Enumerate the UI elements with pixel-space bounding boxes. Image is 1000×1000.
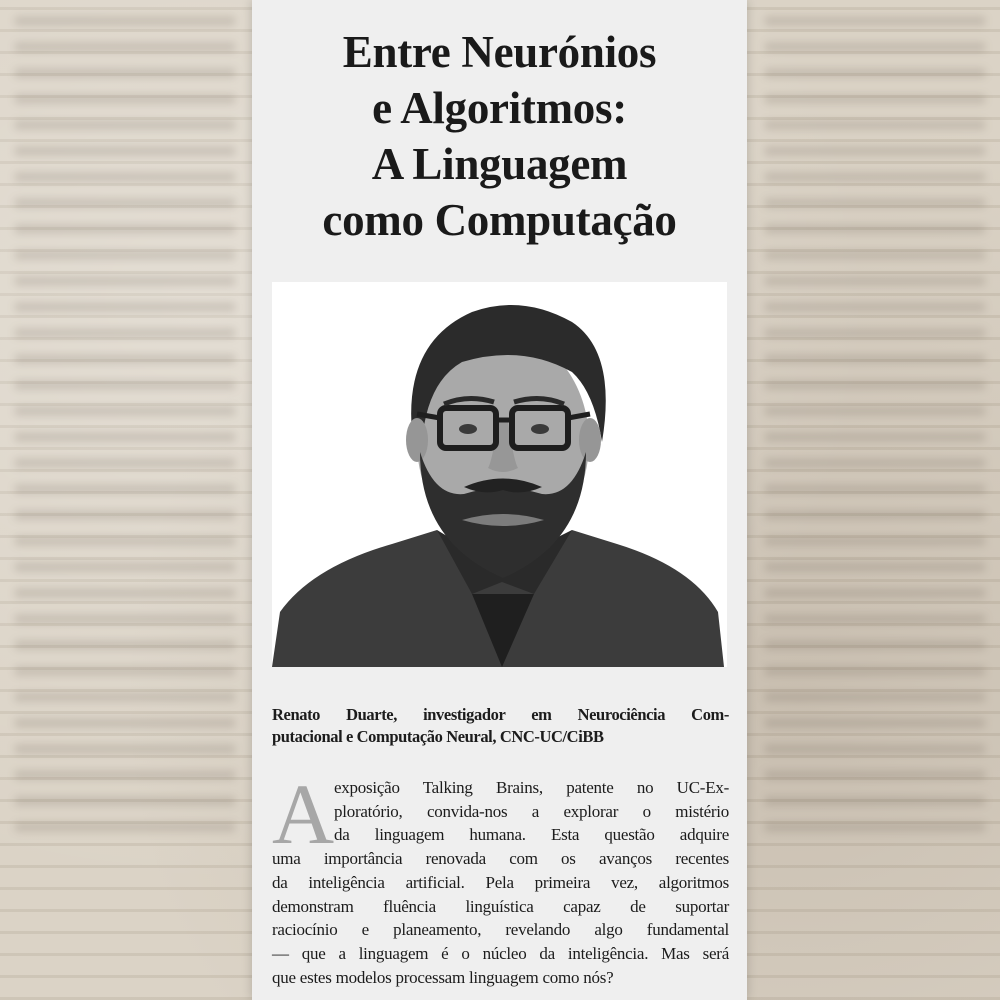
- body-line: ploratório, convida-nos a explorar o mistério: [334, 801, 729, 821]
- drop-cap: A: [272, 766, 334, 862]
- headline-line: Entre Neurónios: [342, 27, 657, 77]
- headline-line: A Linguagem: [371, 139, 628, 189]
- byline-line: putacional e Computação Neural, CNC-UC/CiBB: [272, 727, 604, 746]
- body-line: da linguagem humana. Esta questão adquire: [334, 825, 729, 845]
- blurred-text-right: [750, 0, 1000, 1000]
- headline-line: como Computação: [322, 195, 677, 245]
- body-line: que estes modelos processam linguagem como nós?: [272, 967, 614, 987]
- author-portrait-illustration: [272, 282, 727, 667]
- byline-line: Renato Duarte, investigador em Neurociência Com-: [272, 705, 729, 724]
- headline-line: e Algoritmos:: [372, 83, 627, 133]
- article-page: [252, 0, 747, 1000]
- body-line: demonstram fluência linguística capaz de suportar: [272, 896, 729, 916]
- author-photo: [272, 282, 727, 667]
- body-line: exposição Talking Brains, patente no UC-Ex-: [334, 778, 729, 797]
- headline: [262, 24, 737, 248]
- body-line: raciocínio e planeamento, revelando algo fundamental: [272, 920, 729, 940]
- blurred-text-left: [0, 0, 250, 1000]
- article-body: [272, 766, 729, 989]
- author-byline: [272, 704, 729, 748]
- body-line: uma importância renovada com os avanços recentes: [272, 849, 729, 869]
- body-line: da inteligência artificial. Pela primeira vez, algoritmos: [272, 872, 729, 892]
- body-line: — que a linguagem é o núcleo da inteligência. Mas será: [272, 943, 729, 963]
